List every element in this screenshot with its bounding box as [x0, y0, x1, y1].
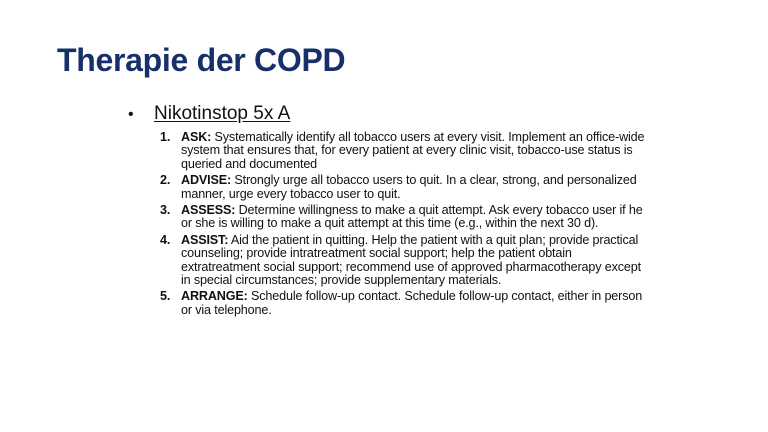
step-item: [160, 234, 648, 288]
bullet-symbol: •: [128, 106, 134, 123]
step-number: 2.: [160, 173, 171, 188]
step-body: [181, 290, 648, 317]
step-number: 5.: [160, 289, 171, 304]
step-item: [160, 174, 648, 201]
slide-content: [128, 103, 648, 320]
step-key: ARRANGE:: [181, 289, 248, 304]
step-number: 3.: [160, 203, 171, 218]
step-body: [181, 131, 648, 171]
step-number: 1.: [160, 130, 171, 144]
step-body: [181, 174, 648, 201]
step-body: [181, 234, 648, 288]
bullet-item: [128, 103, 648, 125]
step-key: ASK:: [181, 130, 212, 144]
step-text: Strongly urge all tobacco users to quit. In a clear, strong, and personalized manner, urge every tobacco user to quit.: [181, 173, 637, 201]
step-item: [160, 290, 648, 317]
step-key: ADVISE:: [181, 173, 232, 188]
step-text: Schedule follow-up contact. Schedule follow-up contact, either in person or via telephone.: [181, 289, 643, 317]
step-key: ASSESS:: [181, 203, 236, 218]
step-number: 4.: [160, 232, 171, 247]
step-text: Determine willingness to make a quit attempt. Ask every tobacco user if he or she is willing to make a quit attempt at this time (e.g., within the next 30 d).: [181, 203, 643, 231]
step-item: [160, 131, 648, 171]
step-body: [181, 204, 648, 231]
bullet-text: Nikotinstop 5x A: [154, 103, 291, 124]
step-text: Aid the patient in quitting. Help the patient with a quit plan; provide practical counseling; provide intratreatment social support; help the patient obtain extratreatment social support; recommend use of approved pharmacotherapy except in special circumstances; provide supplementary materials.: [181, 232, 641, 288]
step-key: ASSIST:: [181, 232, 229, 247]
step-item: [160, 204, 648, 231]
steps-list: [128, 131, 648, 317]
step-text: Systematically identify all tobacco users at every visit. Implement an office-wide system that ensures that, for every patient at every clinic visit, tobacco-use status is queried and documented: [181, 130, 645, 171]
slide-title: Therapie der COPD: [57, 42, 346, 78]
